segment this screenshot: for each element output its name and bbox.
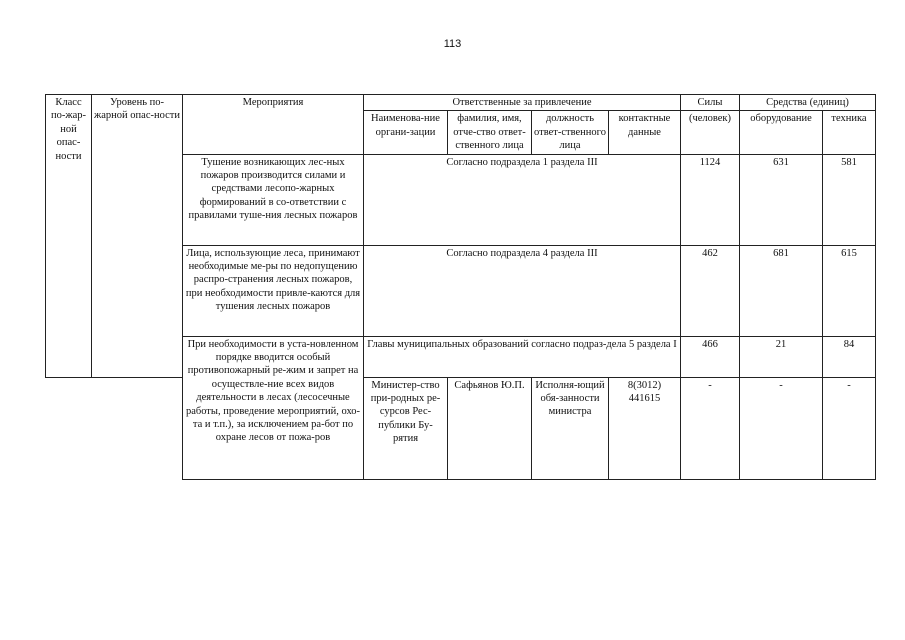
page-number: 113 <box>443 38 462 50</box>
header-responsible-position: должность ответ-ственного лица <box>532 111 609 154</box>
responsible-cell: Согласно подраздела 4 раздела III <box>364 245 681 336</box>
organization-cell: Министер-ство при-родных ре-сурсов Рес-публики Бу-рятия <box>364 377 448 479</box>
persons-cell: 462 <box>681 245 740 336</box>
responsible-name-cell: Сафьянов Ю.П. <box>448 377 532 479</box>
header-forces: Силы <box>681 95 740 111</box>
fire-measures-table <box>45 94 876 480</box>
persons-cell: 1124 <box>681 154 740 245</box>
header-hazard-class: Класс по-жар-ной опас-ности <box>46 95 92 378</box>
measure-cell: Тушение возникающих лес-ных пожаров производится силами и средствами лесопо-жарных формирований в со-ответствии с правилами туше-ния лесных пожаров <box>183 154 364 245</box>
header-responsible: Ответственные за привлечение <box>364 95 681 111</box>
header-measures: Мероприятия <box>183 95 364 155</box>
header-organization: Наименова-ние органи-зации <box>364 111 448 154</box>
equipment-cell: - <box>740 377 823 479</box>
header-hazard-level: Уровень по-жарной опас-ности <box>92 95 183 378</box>
technique-cell: 615 <box>823 245 876 336</box>
equipment-cell: 631 <box>740 154 823 245</box>
technique-cell: 84 <box>823 336 876 377</box>
persons-cell: 466 <box>681 336 740 377</box>
measure-cell: При необходимости в уста-новленном порядке вводится особый противопожарный ре-жим и запрет на осуществле-ние всех видов деятельности в лесах (лесосечные работы, проведение мероприятий, охо-та и т.п.), за исключением ра-бот по охране лесов от пожа-ров <box>183 336 364 479</box>
responsible-position-cell: Исполня-ющий обя-занности министра <box>532 377 609 479</box>
header-means: Средства (единиц) <box>740 95 876 111</box>
responsible-cell: Главы муниципальных образований согласно подраз-дела 5 раздела I <box>364 336 681 377</box>
measure-cell: Лица, использующие леса, принимают необходимые ме-ры по недопущению распро-странения лесных пожаров, при необходимости привле-каются для тушения лесных пожаров <box>183 245 364 336</box>
responsible-cell: Согласно подраздела 1 раздела III <box>364 154 681 245</box>
header-responsible-name: фамилия, имя, отче-ство ответ-ственного лица <box>448 111 532 154</box>
technique-cell: 581 <box>823 154 876 245</box>
header-technique: техника <box>823 111 876 154</box>
equipment-cell: 21 <box>740 336 823 377</box>
persons-cell: - <box>681 377 740 479</box>
header-equipment: оборудование <box>740 111 823 154</box>
blank-cell <box>46 377 183 479</box>
equipment-cell: 681 <box>740 245 823 336</box>
header-contacts: контактные данные <box>609 111 681 154</box>
contacts-cell: 8(3012) 441615 <box>609 377 681 479</box>
table-row <box>46 377 876 479</box>
header-persons: (человек) <box>681 111 740 154</box>
technique-cell: - <box>823 377 876 479</box>
